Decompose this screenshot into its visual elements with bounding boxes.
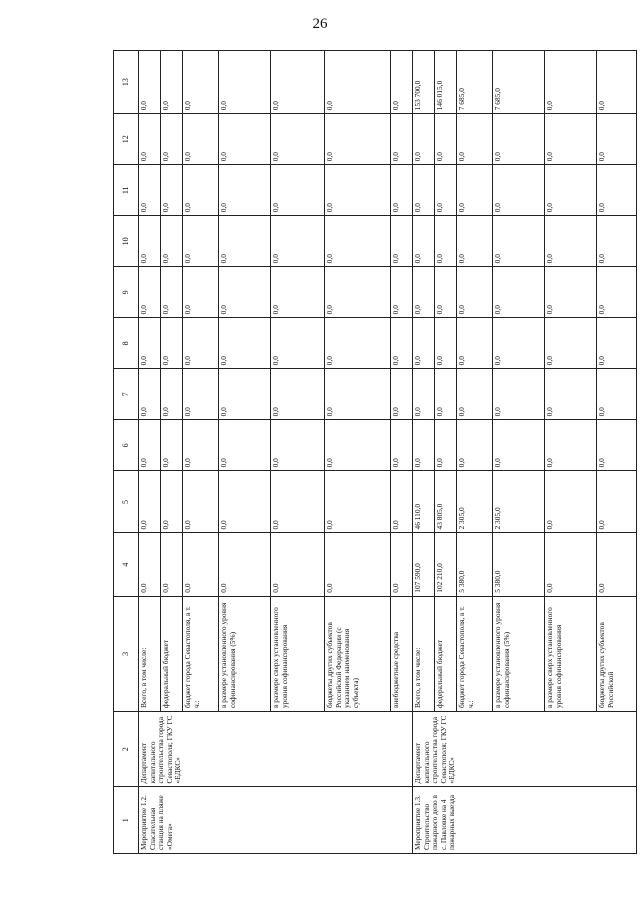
value-cell: 0,0	[139, 369, 161, 420]
value-cell: 5 380,0	[457, 533, 493, 596]
value-cell: 0,0	[545, 420, 597, 471]
value-cell: 0,0	[183, 471, 219, 533]
value-cell: 0,0	[183, 114, 219, 165]
value-cell: 0,0	[493, 267, 545, 318]
value-cell: 0,0	[493, 114, 545, 165]
value-cell: 0,0	[219, 267, 271, 318]
measure-executor: Департамент капитального строительства города Севастополя; ГКУ ГС «ЕДКС»	[413, 712, 637, 787]
funding-source: федеральный бюджет	[161, 596, 183, 711]
value-cell: 146 015,0	[435, 51, 457, 114]
value-cell: 0,0	[325, 114, 391, 165]
value-cell: 2 305,0	[457, 471, 493, 533]
rotated-table-container	[113, 50, 615, 854]
value-cell: 107 590,0	[413, 533, 435, 596]
funding-source: Всего, в том числе:	[139, 596, 161, 711]
value-cell: 0,0	[597, 318, 637, 369]
value-cell: 0,0	[325, 216, 391, 267]
value-cell: 0,0	[271, 533, 325, 596]
value-cell: 0,0	[413, 318, 435, 369]
column-header: 4	[114, 533, 139, 596]
value-cell: 0,0	[457, 420, 493, 471]
value-cell: 0,0	[139, 533, 161, 596]
column-header: 9	[114, 267, 139, 318]
value-cell: 0,0	[183, 533, 219, 596]
value-cell: 0,0	[435, 267, 457, 318]
value-cell: 0,0	[457, 318, 493, 369]
value-cell: 0,0	[271, 318, 325, 369]
value-cell: 0,0	[391, 114, 413, 165]
value-cell: 0,0	[493, 369, 545, 420]
column-header: 7	[114, 369, 139, 420]
column-header: 6	[114, 420, 139, 471]
value-cell: 0,0	[597, 165, 637, 216]
column-header: 11	[114, 165, 139, 216]
funding-source: бюджет города Севастополя, в т. ч.:	[183, 596, 219, 711]
funding-source: в размере сверх установленного уровня софинансирования	[271, 596, 325, 711]
value-cell: 0,0	[161, 420, 183, 471]
value-cell: 0,0	[139, 51, 161, 114]
value-cell: 0,0	[139, 318, 161, 369]
measure-executor: Департамент капитального строительства города Севастополя; ГКУ ГС «ЕДКС»	[139, 712, 413, 787]
table-row	[413, 51, 435, 854]
value-cell: 0,0	[219, 165, 271, 216]
value-cell: 0,0	[597, 420, 637, 471]
funding-source: бюджеты других субъектов Российской	[597, 596, 637, 711]
value-cell: 0,0	[493, 165, 545, 216]
value-cell: 0,0	[161, 318, 183, 369]
value-cell: 0,0	[139, 420, 161, 471]
value-cell: 0,0	[391, 165, 413, 216]
value-cell: 0,0	[271, 114, 325, 165]
column-header: 5	[114, 471, 139, 533]
value-cell: 0,0	[325, 165, 391, 216]
value-cell: 0,0	[161, 51, 183, 114]
table-viewport	[113, 50, 615, 854]
column-header: 3	[114, 596, 139, 711]
value-cell: 102 210,0	[435, 533, 457, 596]
value-cell: 0,0	[597, 267, 637, 318]
value-cell: 0,0	[597, 51, 637, 114]
value-cell: 0,0	[545, 369, 597, 420]
column-header: 12	[114, 114, 139, 165]
column-header: 2	[114, 712, 139, 787]
measure-name: Мероприятие 1.2. Спасательная станция на пляже «Омега»	[139, 787, 413, 854]
value-cell: 0,0	[219, 51, 271, 114]
value-cell: 0,0	[597, 216, 637, 267]
value-cell: 0,0	[183, 267, 219, 318]
value-cell: 0,0	[219, 318, 271, 369]
value-cell: 0,0	[161, 267, 183, 318]
table-body	[139, 51, 637, 854]
value-cell: 0,0	[219, 216, 271, 267]
value-cell: 0,0	[435, 420, 457, 471]
value-cell: 0,0	[457, 369, 493, 420]
value-cell: 0,0	[413, 369, 435, 420]
column-header: 13	[114, 51, 139, 114]
value-cell: 0,0	[545, 471, 597, 533]
value-cell: 0,0	[493, 420, 545, 471]
value-cell: 0,0	[161, 165, 183, 216]
value-cell: 0,0	[183, 420, 219, 471]
measure-name: Мероприятие 1.3. Строительство пожарного депо в с. Павловке на 4 пожарных выезда	[413, 787, 637, 854]
value-cell: 153 700,0	[413, 51, 435, 114]
value-cell: 0,0	[391, 267, 413, 318]
value-cell: 0,0	[391, 420, 413, 471]
value-cell: 0,0	[183, 216, 219, 267]
value-cell: 0,0	[391, 533, 413, 596]
value-cell: 0,0	[161, 533, 183, 596]
value-cell: 0,0	[219, 369, 271, 420]
value-cell: 0,0	[435, 165, 457, 216]
value-cell: 0,0	[271, 51, 325, 114]
value-cell: 0,0	[139, 165, 161, 216]
value-cell: 0,0	[161, 369, 183, 420]
value-cell: 0,0	[413, 267, 435, 318]
column-header: 8	[114, 318, 139, 369]
value-cell: 0,0	[457, 165, 493, 216]
value-cell: 0,0	[493, 216, 545, 267]
value-cell: 0,0	[161, 114, 183, 165]
value-cell: 0,0	[219, 533, 271, 596]
value-cell: 0,0	[325, 267, 391, 318]
value-cell: 0,0	[325, 318, 391, 369]
table-row	[139, 51, 161, 854]
value-cell: 7 685,0	[493, 51, 545, 114]
value-cell: 0,0	[139, 471, 161, 533]
header-row	[114, 51, 139, 854]
value-cell: 0,0	[161, 216, 183, 267]
funding-source: в размере сверх установленного уровня софинансирования	[545, 596, 597, 711]
page-number: 26	[312, 16, 328, 32]
value-cell: 0,0	[545, 318, 597, 369]
value-cell: 0,0	[545, 114, 597, 165]
value-cell: 0,0	[545, 165, 597, 216]
value-cell: 0,0	[391, 369, 413, 420]
value-cell: 0,0	[219, 471, 271, 533]
value-cell: 0,0	[597, 369, 637, 420]
value-cell: 46 110,0	[413, 471, 435, 533]
value-cell: 0,0	[325, 420, 391, 471]
value-cell: 0,0	[183, 318, 219, 369]
value-cell: 0,0	[183, 165, 219, 216]
value-cell: 0,0	[271, 267, 325, 318]
value-cell: 0,0	[219, 114, 271, 165]
value-cell: 0,0	[325, 51, 391, 114]
value-cell: 0,0	[545, 267, 597, 318]
funding-source: в размере установленного уровня софинансирования (5%)	[219, 596, 271, 711]
value-cell: 0,0	[597, 533, 637, 596]
value-cell: 0,0	[545, 216, 597, 267]
column-header: 1	[114, 787, 139, 854]
value-cell: 0,0	[139, 114, 161, 165]
funding-source: бюджеты других субъектов Российской Федерации (с указанием наименования субъекта)	[325, 596, 391, 711]
value-cell: 0,0	[435, 318, 457, 369]
value-cell: 0,0	[545, 51, 597, 114]
budget-table	[113, 50, 637, 854]
value-cell: 0,0	[545, 533, 597, 596]
value-cell: 0,0	[493, 318, 545, 369]
value-cell: 0,0	[457, 216, 493, 267]
value-cell: 0,0	[435, 216, 457, 267]
value-cell: 0,0	[391, 471, 413, 533]
funding-source: Всего, в том числе:	[413, 596, 435, 711]
value-cell: 43 805,0	[435, 471, 457, 533]
value-cell: 0,0	[139, 267, 161, 318]
value-cell: 7 685,0	[457, 51, 493, 114]
value-cell: 0,0	[139, 216, 161, 267]
value-cell: 0,0	[183, 51, 219, 114]
value-cell: 0,0	[271, 216, 325, 267]
value-cell: 0,0	[271, 420, 325, 471]
funding-source: федеральный бюджет	[435, 596, 457, 711]
value-cell: 0,0	[271, 369, 325, 420]
value-cell: 0,0	[391, 51, 413, 114]
value-cell: 0,0	[219, 420, 271, 471]
value-cell: 0,0	[413, 420, 435, 471]
value-cell: 0,0	[413, 165, 435, 216]
value-cell: 0,0	[325, 533, 391, 596]
value-cell: 0,0	[597, 114, 637, 165]
column-header: 10	[114, 216, 139, 267]
value-cell: 0,0	[325, 471, 391, 533]
value-cell: 0,0	[457, 114, 493, 165]
funding-source: внебюджетные средства	[391, 596, 413, 711]
value-cell: 0,0	[435, 114, 457, 165]
funding-source: бюджет города Севастополя, в т. ч.:	[457, 596, 493, 711]
funding-source: в размере установленного уровня софинансирования (5%)	[493, 596, 545, 711]
value-cell: 0,0	[391, 216, 413, 267]
value-cell: 0,0	[161, 471, 183, 533]
value-cell: 0,0	[271, 471, 325, 533]
value-cell: 0,0	[271, 165, 325, 216]
value-cell: 0,0	[413, 114, 435, 165]
value-cell: 0,0	[413, 216, 435, 267]
value-cell: 2 305,0	[493, 471, 545, 533]
value-cell: 0,0	[391, 318, 413, 369]
value-cell: 5 380,0	[493, 533, 545, 596]
value-cell: 0,0	[183, 369, 219, 420]
value-cell: 0,0	[435, 369, 457, 420]
value-cell: 0,0	[597, 471, 637, 533]
value-cell: 0,0	[325, 369, 391, 420]
value-cell: 0,0	[457, 267, 493, 318]
